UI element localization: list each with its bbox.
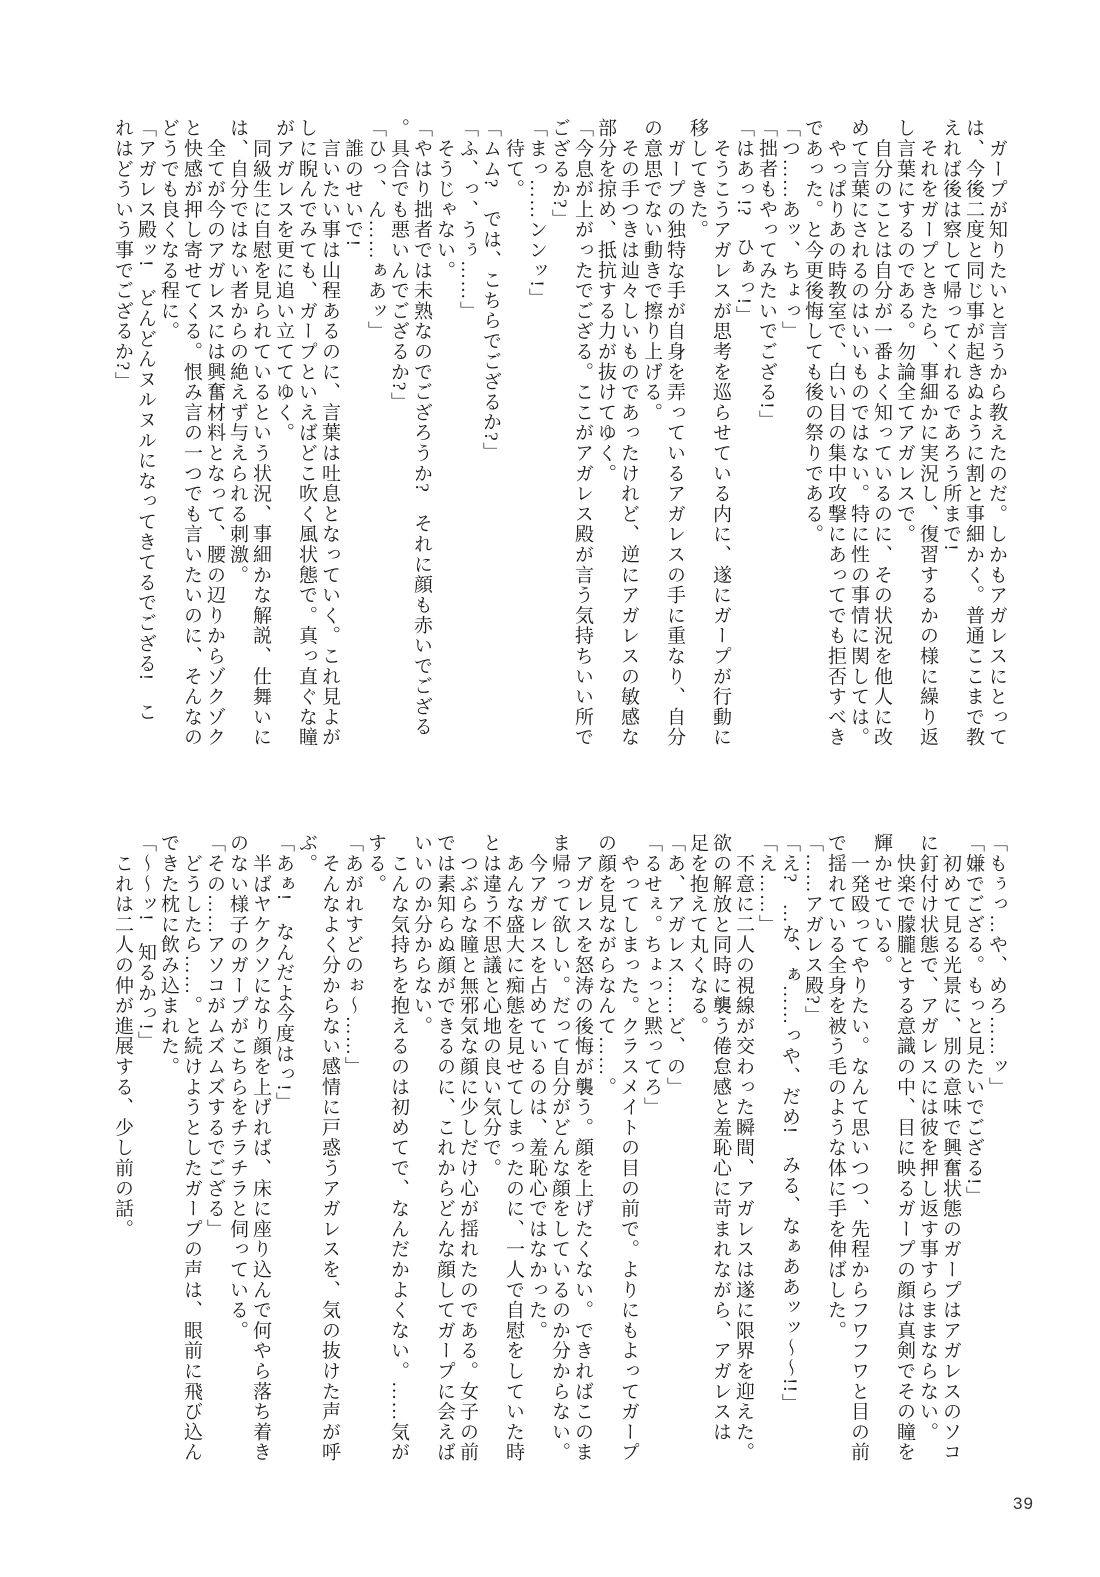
text-line: 移してきた。 (687, 118, 708, 240)
text-line: 半ばヤケクソになり顔を上げれば、床に座り込んで何やら落ち着き (250, 833, 271, 1463)
text-line: アガレスを怒涛の後悔が襲う。顔を上げたくない。できればこのま (572, 833, 593, 1463)
text-line: 「え……」 (756, 833, 777, 935)
text-line: がアガレスを更に追い立ててゆく。 (273, 118, 294, 443)
text-line: できた枕に飲み込まれた。 (158, 833, 179, 1077)
text-line: どうしたら……。と続けようとしたガープの声は、眼前に飛び込ん (181, 833, 202, 1463)
text-line: 同級生に自慰を見られているという状況、事細かな解説、仕舞いに (250, 118, 271, 748)
text-line: の意思でない動きで擦り上げる。 (641, 118, 662, 423)
text-line: 「やはり拙者では未熟なのでござろうか? それに顔も赤いでござる (411, 118, 432, 737)
text-line: ござるか?」 (549, 118, 570, 230)
text-line: 「はあっ!? ひぁっ!」 (733, 118, 754, 326)
text-line: の顔を見ながらなんて……。 (595, 833, 616, 1097)
text-line: では素知らぬ顔ができるのに、これからどんな顔してガープに会えば (434, 833, 455, 1463)
text-line: めて言葉にされるのはいいものではない。特に性の事情に関しては。 (848, 118, 869, 748)
text-line: 「まっ……ンンッ!」 (526, 118, 547, 309)
text-line: 部分を掠め、抵抗する力が抜けてゆく。 (595, 118, 616, 484)
text-line: 「あぁ! なんだよ今度はっ!」 (273, 833, 294, 1113)
text-line: 一発殴ってやりたい。なんて思いつつ、先程からフワフワと目の前 (848, 833, 869, 1463)
text-block-top (111, 118, 1008, 760)
text-line: 言いたい事は山程あるのに、言葉は吐息となっていく。これ見よが (319, 118, 340, 748)
text-line: ガープの独特な手が自身を弄っているアガレスの手に重なり、自分 (664, 118, 685, 748)
text-line: 「嫌でござる。もっと見たいでござる!」 (963, 833, 984, 1207)
text-block-bottom (111, 833, 1008, 1495)
text-line: 「あ、アガレス……ど、の」 (664, 833, 685, 1097)
text-line: その手つきは辿々しいものであったけれど、逆にアガレスの敏感な (618, 118, 639, 748)
text-line: 「え? …な、ぁ……っや、だめ! みる、なぁああッッ〜〜!!」 (779, 833, 800, 1414)
text-line: 自分のことは自分が一番よく知っているのに、その状況を他人に改 (871, 118, 892, 748)
text-line: ま帰って欲しい。だって自分がどんな顔をしているのか分からない。 (549, 833, 570, 1463)
text-line: それをガープときたら、事細かに実況し、復習するかの様に繰り返 (917, 118, 938, 748)
text-line: 快楽で朦朧とする意識の中、目に映るガープの顔は真剣でその瞳を (894, 833, 915, 1463)
text-line: あんな盛大に痴態を見せてしまったのに、一人で自慰をしていた時 (503, 833, 524, 1463)
text-line: れはどういう事でござるか?」 (112, 118, 133, 392)
text-line: とは違う不思議と心地の良い気分で。 (480, 833, 501, 1179)
text-line: し言葉にするのである。勿論全てアガレスで。 (894, 118, 915, 545)
text-line: 「〜〜ッ! 知るかっ!」 (135, 833, 156, 1052)
text-line: 。具合でも悪いんでござるか?」 (388, 118, 409, 412)
text-line: こんな気持ちを抱えるのは初めてで、なんだかよくない。……気が (388, 833, 409, 1463)
text-line: は、今後二度と同じ事が起きぬように割と事細かく。普通ここまで教 (963, 118, 984, 748)
text-line: 「つ……あッ、ちょっ」 (779, 118, 800, 342)
text-line: どうでも良くなる程に。 (158, 118, 179, 342)
text-line: 「拙者もやってみたいでござる!」 (756, 118, 777, 431)
text-line: やっぱりあの時教室で、白い目の集中攻撃にあってでも拒否すべき (825, 118, 846, 748)
text-line: で揺れている全身を被う毛のような体に手を伸ばした。 (825, 833, 846, 1341)
text-line: に釘付け状態で、アガレスには彼を押し返す事すらままならない。 (917, 833, 938, 1442)
text-line: 初めて見る光景に、別の意味で興奮状態のガープはアガレスのソコ (940, 833, 961, 1463)
text-line: 「ふ、っ、うぅ……」 (457, 118, 478, 321)
text-line: 全てが今のアガレスには興奮材料となって、腰の辺りからゾクゾク (204, 118, 225, 748)
text-line: つぶらな瞳と無邪気な顔に少しだけ心が揺れたのである。女子の前 (457, 833, 478, 1463)
text-line: 輝かせている。 (871, 833, 892, 976)
text-line: 「今息が上がったでござる。ここがアガレス殿が言う気持ちいい所で (572, 118, 593, 748)
text-line: 「るせぇ。ちょっと黙ってろ」 (641, 833, 662, 1118)
text-line: 「もぅっ…や、めろ……ッ」 (986, 833, 1007, 1097)
text-line: えれば後は察して帰ってくれるであろう所まで! (940, 118, 961, 552)
text-line: 足を抱えて丸くなる。 (687, 833, 708, 1036)
text-line: 今アガレスを占めているのは、羞恥心ではなかった。 (526, 833, 547, 1341)
text-line: する。 (365, 833, 386, 894)
text-line: と快感が押し寄せてくる。恨み言の一つでも言いたいのに、そんなの (181, 118, 202, 748)
text-line: これは二人の仲が進展する、少し前の話。 (112, 833, 133, 1239)
text-line: そうじゃない。 (434, 118, 455, 281)
text-line: ガープが知りたいと言うから教えたのだ。しかもアガレスにとって (986, 118, 1007, 748)
text-line: 「その……アソコがムズムズするでござる」 (204, 833, 225, 1239)
text-line: 「アガレス殿ッ! どんどんヌルヌルになってきてるでござる! こ (135, 118, 156, 722)
text-line: 「あがれすどのぉ〜……」 (342, 833, 363, 1077)
text-line: そんなよく分からない感情に戸惑うアガレスを、気の抜けた声が呼 (319, 833, 340, 1463)
text-line: 待て。 (503, 118, 524, 200)
text-line: そうこうアガレスが思考を巡らせている内に、遂にガープが行動に (710, 118, 731, 748)
text-line: 「ムム? では、こちらでござるか?」 (480, 118, 501, 463)
text-line: 欲の解放と同時に襲う倦怠感と羞恥心に苛まれながら、アガレスは (710, 833, 731, 1442)
text-line: 「ひっ、ん……ぁあッ」 (365, 118, 386, 342)
text-line: いいのか分からない。 (411, 833, 432, 1036)
text-line: のない様子のガープがこちらをチラチラと伺っている。 (227, 833, 248, 1341)
page-number: 39 (1013, 1494, 1034, 1513)
text-line: ぶ。 (296, 833, 317, 874)
text-line: であった。と今更後悔しても後の祭りである。 (802, 118, 823, 545)
text-line: 誰のせいで! (342, 118, 363, 248)
text-line: やってしまった。クラスメイトの目の前で。よりにもよってガープ (618, 833, 639, 1463)
text-line: 不意に二人の視線が交わった瞬間、アガレスは遂に限界を迎えた。 (733, 833, 754, 1463)
text-line: 「……アガレス殿?」 (802, 833, 823, 1026)
text-line: しに睨んでみても、ガープといえばどこ吹く風状態で。真っ直ぐな瞳 (296, 118, 317, 748)
text-line: は、自分ではない者からの絶えず与えられる刺激。 (227, 118, 248, 585)
